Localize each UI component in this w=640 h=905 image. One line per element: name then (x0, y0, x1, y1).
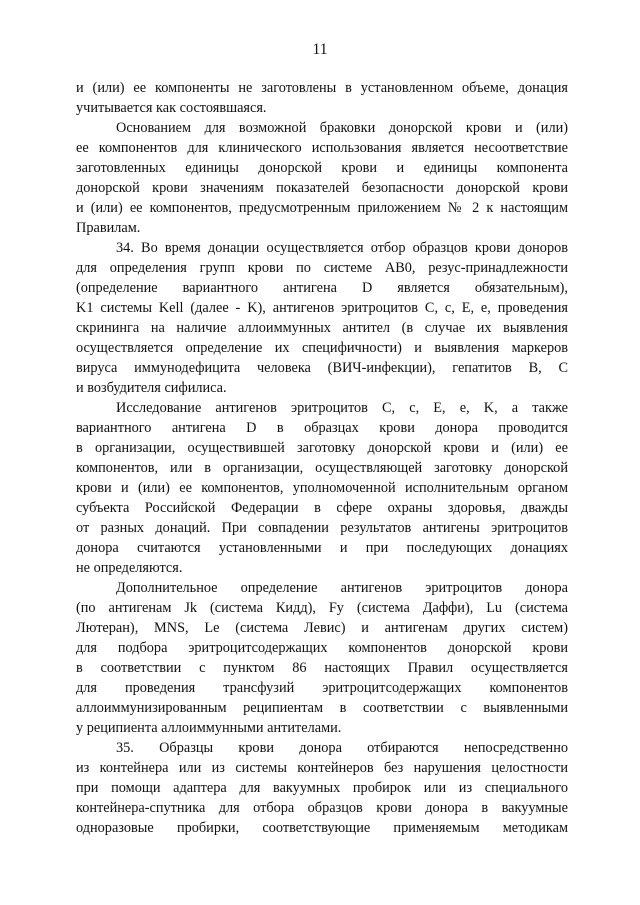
text-line: Основанием для возможной браковки донорской крови и (или) (116, 120, 568, 136)
text-line: Исследование антигенов эритроцитов C, c, E, e, K, а также (116, 400, 568, 416)
text-line: донора считаются установленными и при последующих донациях (76, 540, 568, 556)
text-line: 35. Образцы крови донора отбираются непосредственно (116, 740, 568, 756)
text-line: одноразовые пробирки, соответствующие применяемым методикам (76, 820, 568, 836)
text-line: и (или) ее компонентов, предусмотренным приложением № 2 к настоящим (76, 200, 568, 216)
text-line: учитывается как состоявшаяся. (76, 100, 267, 116)
text-line: вариантного антигена D в образцах крови донора проводится (76, 420, 568, 436)
text-line: компонентов, или в организации, осуществляющей заготовку донорской (76, 460, 568, 476)
text-line: не определяются. (76, 560, 183, 576)
text-line: для подбора эритроцитсодержащих компонентов донорской крови (76, 640, 568, 656)
text-line: и возбудителя сифилиса. (76, 380, 227, 396)
text-line: осуществляется определение их специфичности) и выявления маркеров (76, 340, 568, 356)
text-line: донорской крови значениям показателей безопасности донорской крови (76, 180, 568, 196)
text-line: у реципиента аллоиммунными антителами. (76, 720, 342, 736)
text-line: для проведения трансфузий эритроцитсодержащих компонентов (76, 680, 568, 696)
text-line: для определения групп крови по системе АВ0, резус-принадлежности (76, 260, 568, 276)
text-line: из контейнера или из системы контейнеров без нарушения целостности (76, 760, 568, 776)
text-line: Правилам. (76, 220, 141, 236)
text-line: (определение вариантного антигена D является обязательным), (76, 280, 568, 296)
text-line: Дополнительное определение антигенов эритроцитов донора (116, 580, 568, 596)
page-number: 11 (312, 41, 328, 58)
text-line: от разных донаций. При совпадении результатов антигены эритроцитов (76, 520, 568, 536)
text-line: заготовленных единицы донорской крови и единицы компонента (76, 160, 568, 176)
text-line: K1 системы Kell (далее - K), антигенов эритроцитов C, c, E, e, проведения (76, 300, 568, 316)
text-line: аллоиммунизированным реципиентам в соответствии с выявленными (76, 700, 568, 716)
text-line: субъекта Российской Федерации в сфере охраны здоровья, дважды (76, 500, 568, 516)
text-line: и (или) ее компоненты не заготовлены в установленном объеме, донация (76, 80, 568, 96)
text-line: ее компонентов для клинического использования является несоответствие (76, 140, 568, 156)
text-line: скрининга на наличие аллоиммунных антител (в случае их выявления (76, 320, 568, 336)
text-line: в соответствии с пунктом 86 настоящих Правил осуществляется (76, 660, 568, 676)
text-line: 34. Во время донации осуществляется отбор образцов крови доноров (116, 240, 568, 256)
text-line: контейнера-спутника для отбора образцов крови донора в вакуумные (76, 800, 568, 816)
text-line: вируса иммунодефицита человека (ВИЧ-инфекции), гепатитов B, C (76, 360, 568, 376)
text-line: в организации, осуществившей заготовку донорской крови и (или) ее (76, 440, 568, 456)
text-line: крови и (или) ее компонентов, уполномоченной исполнительным органом (76, 480, 568, 496)
document-body-text (76, 78, 568, 838)
text-line: (по антигенам Jk (система Кидд), Fy (система Даффи), Lu (система (76, 600, 568, 616)
text-line: при помощи адаптера для вакуумных пробирок или из специального (76, 780, 568, 796)
text-line: Лютеран), MNS, Le (система Левис) и антигенам других систем) (76, 620, 568, 636)
